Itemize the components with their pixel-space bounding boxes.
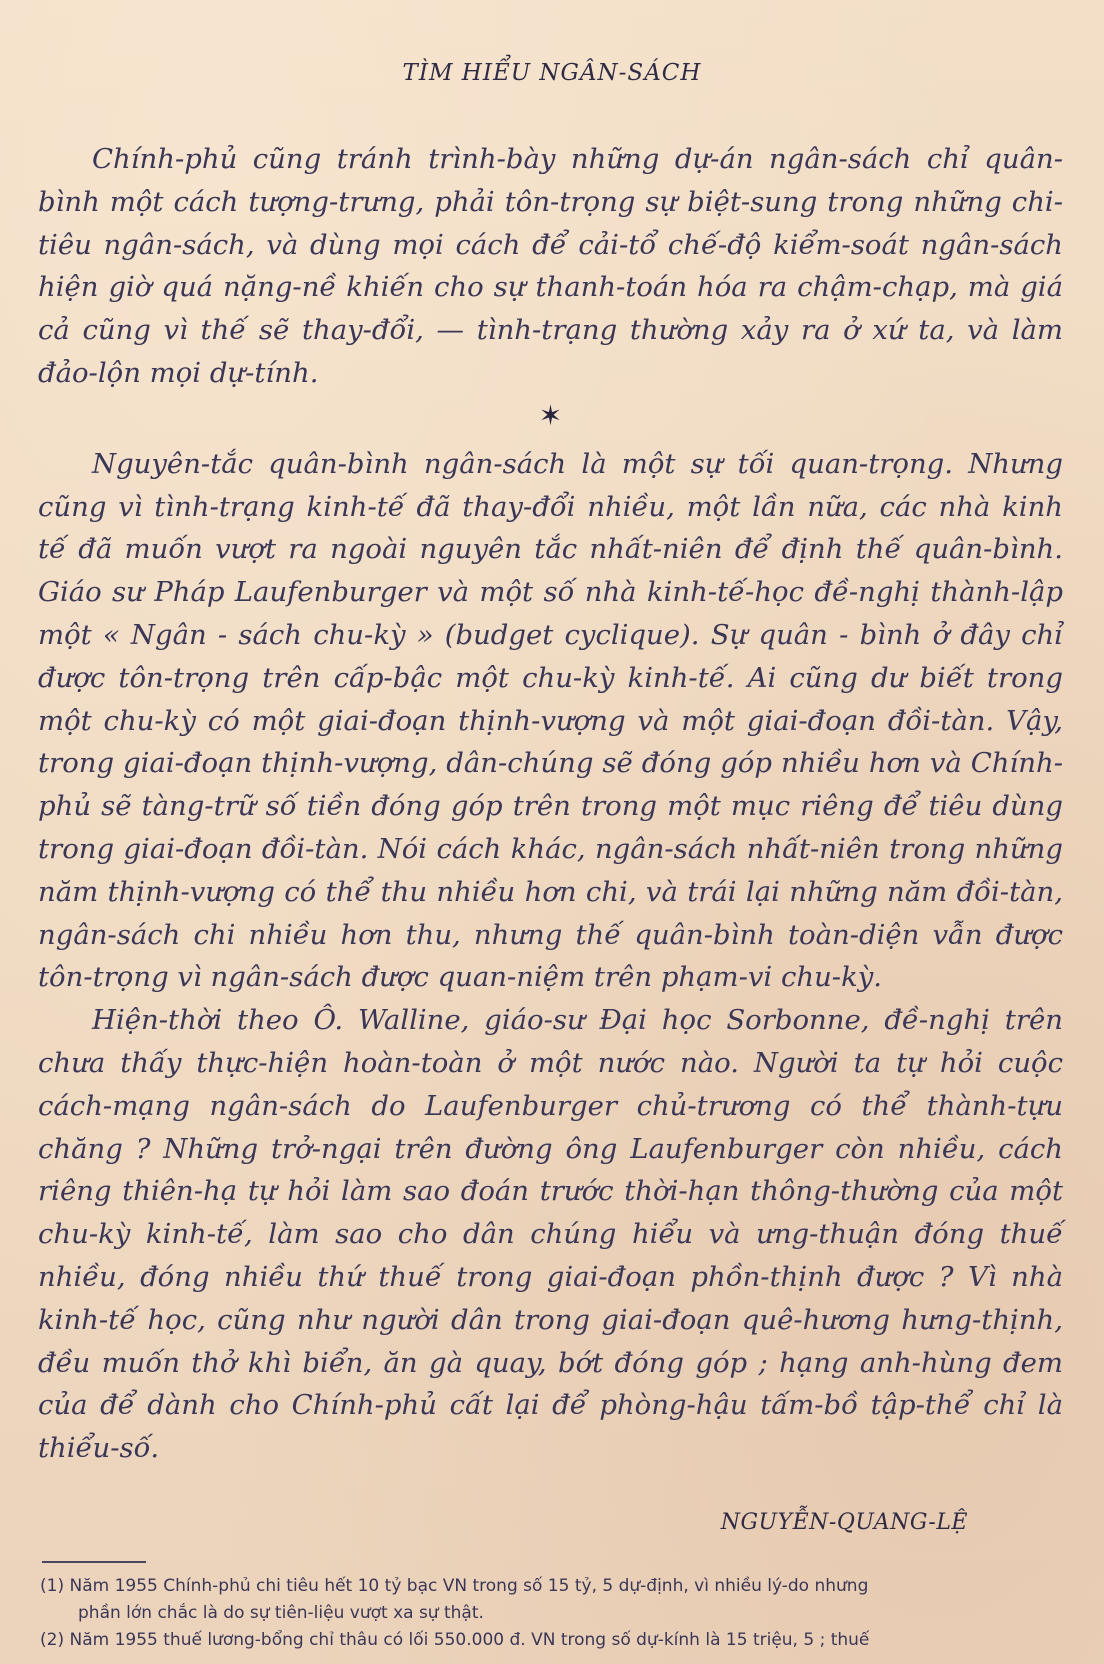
footnote-2: (2) Năm 1955 thuế lương-bổng chỉ thâu có lối 550.000 đ. VN trong số dự-kính là 15 triệu, 5 ; thuế: [40, 1630, 870, 1650]
article-body: [38, 138, 1063, 1470]
paragraph-1: Chính-phủ cũng tránh trình-bày những dự-án ngân-sách chỉ quân-bình một cách tượng-trưng, phải tôn-trọng sự biệt-sung trong những chi-tiêu ngân-sách, và dùng mọi cách để cải-tổ chế-độ kiểm-soát ngân-sách hiện giờ quá nặng-nề khiến cho sự thanh-toán hóa ra chậm-chạp, mà giá cả cũng vì thế sẽ thay-đổi, — tình-trạng thường xảy ra ở xứ ta, và làm đảo-lộn mọi dự-tính.: [38, 143, 1063, 389]
footnote-divider: [42, 1561, 146, 1563]
footnote-1-continuation: phần lớn chắc là do sự tiên-liệu vượt xa sự thật.: [78, 1603, 484, 1623]
author-signature: NGUYỄN-QUANG-LỆ: [720, 1510, 968, 1535]
footnote-1: (1) Năm 1955 Chính-phủ chi tiêu hết 10 tỷ bạc VN trong số 15 tỷ, 5 dự-định, vì nhiều lý-do nhưng: [40, 1576, 869, 1596]
section-separator-icon: ✶: [538, 398, 563, 432]
paragraph-3: Hiện-thời theo Ô. Walline, giáo-sư Đại học Sorbonne, đề-nghị trên chưa thấy thực-hiện hoàn-toàn ở một nước nào. Người ta tự hỏi cuộc cách-mạng ngân-sách do Laufenburger chủ-trương có thể thành-tựu chăng ? Những trở-ngại trên đường ông Laufenburger còn nhiều, cách riêng thiên-hạ tự hỏi làm sao đoán trước thời-hạn thông-thường của một chu-kỳ kinh-tế, làm sao cho dân chúng hiểu và ưng-thuận đóng thuế nhiều, đóng nhiều thứ thuế trong giai-đoạn phồn-thịnh được ? Vì nhà kinh-tế học, cũng như người dân trong giai-đoạn quê-hương hưng-thịnh, đều muốn thở khì biển, ăn gà quay, bớt đóng góp ; hạng anh-hùng đem của để dành cho Chính-phủ cất lại để phòng-hậu tấm-bồ tập-thể chỉ là thiểu-số.: [38, 1004, 1063, 1465]
running-header: TÌM HIỂU NGÂN-SÁCH: [402, 60, 702, 86]
paragraph-2: Nguyên-tắc quân-bình ngân-sách là một sự tối quan-trọng. Nhưng cũng vì tình-trạng kinh-tế đã thay-đổi nhiều, một lần nữa, các nhà kinh tế đã muốn vượt ra ngoài nguyên tắc nhất-niên để định thế quân-bình. Giáo sư Pháp Laufenburger và một số nhà kinh-tế-học đề-nghị thành-lập một « Ngân - sách chu-kỳ » (budget cyclique). Sự quân - bình ở đây chỉ được tôn-trọng trên cấp-bậc một chu-kỳ kinh-tế. Ai cũng dư biết trong một chu-kỳ có một giai-đoạn thịnh-vượng và một giai-đoạn đồi-tàn. Vậy, trong giai-đoạn thịnh-vượng, dân-chúng sẽ đóng góp nhiều hơn và Chính-phủ sẽ tàng-trữ số tiền đóng góp trên trong một mục riêng để tiêu dùng trong giai-đoạn đồi-tàn. Nói cách khác, ngân-sách nhất-niên trong những năm thịnh-vượng có thể thu nhiều hơn chi, và trái lại những năm đồi-tàn, ngân-sách chi nhiều hơn thu, nhưng thế quân-bình toàn-diện vẫn được tôn-trọng vì ngân-sách được quan-niệm trên phạm-vi chu-kỳ.: [38, 447, 1063, 994]
footnotes: [40, 1573, 1070, 1654]
